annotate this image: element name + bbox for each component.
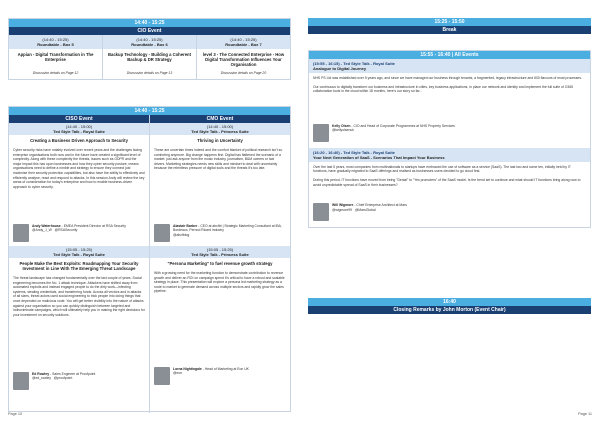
cmo-column: CMO Event (14:40 - 15:00) Ted Style Talk - Princess Suite Thriving in Uncertainty These are uncertain times indeed and the comfort blanket of political research isn't so comforting anymore. Big change happens first. Digital has flattened the scenario of a market: just ask anyone from the music industry, journalism, B&M owners or taxi drivers. Marketing strategies needs new skills and mindset to deal with uncertainty because the relentless pressure of digital tools and the threats it's too late. Alastair Barber - CEO at abcfbt | Strategic Marketing Consultant at IBA, Bordeaux, Pernod Ricard industry @abcfblog (15:05 - 15:25) Ted Style Talk - Princess Suite "Persona Marketing" to fuel revenue growth strategy With a growing need for the marketing function to demonstrate contribution to revenue growth and deliver an ROI on campaign spend it's critical to have a robust and scalable strategy in place. This presentation will explore a persona led marketing strategy as a route to market to generate demand across multiple sectors and rapidly grow the sales pipeline. Lorna Nightingale - Head of Marketing at Eon UK @eon bbox=[150, 115, 290, 413]
talk2-body1: Over the last 5 years, most companies from multinationals to startups have embraced the use of software as a service (SaaS). The last two and some ten, initially held by IT functions, have gradually migrated to SaaS offerings and realised as businesses users decided to go cloud first. bbox=[313, 164, 571, 174]
ciso-talk2-body: The threat landscape has changed fundamentally over the last couple of years. Social engineering becomes the No. 1 attack technique. Attackers have shifted away from automated exploits and instead engaged people to do the dirty work—infecting systems, stealing credentials, and transferring funds. Across all vectors and in attacks of all sizes, threat actors used social engineering to trick people into doing things that once depended on malicious code. You will get better visibility into the nature of attacks against your organisation so you can quickly distinguish between targeted and indiscriminate campaigns, which will ultimately help you in making the right decisions for your investment on security solutions. bbox=[13, 276, 145, 317]
block2-time: 14:40 - 15:25 bbox=[9, 107, 290, 115]
cmo-talk1-body: These are uncertain times indeed and the comfort blanket of political research isn't so comforting anymore. Big change happens first. Digital has flattened the scenario of a market: just ask anyone from the music industry, journalism, B&M owners or taxi drivers. Marketing strategies needs new skills and mindset to deal with uncertainty because the relentless pressure of digital tools and the threats it's too late. bbox=[154, 148, 283, 171]
roundtable-2: (14:40 - 15:25) Roundtable - Box 6 Backup Technology - Building a Coherent Backup & DR Strategy Discussion details on Page 13 bbox=[103, 35, 197, 79]
closing-time: 16:40 bbox=[308, 298, 591, 306]
block1-time: 14:40 - 15:25 bbox=[9, 19, 290, 27]
roundtable-3-disc: Discussion details on Page 20 bbox=[220, 71, 267, 75]
speaker-alastair: Alastair Barber - CEO at abcfbt | Strategic Marketing Consultant at IBA, Bordeaux, Pernod Ricard industry @abcfblog bbox=[150, 222, 290, 246]
avatar bbox=[13, 372, 29, 390]
talk1-title: Analogue to Digital Journey bbox=[313, 66, 367, 71]
break-time: 15:25 - 15:50 bbox=[308, 18, 591, 26]
talk1-body1: NHS PS Ltd was established over 5 years ago, and since we have managed our business through tenants, a fragmented, legacy infrastructure and 600 flavours of most processes. bbox=[313, 76, 582, 80]
right-page bbox=[300, 0, 600, 424]
speaker-andy: Andy Waterhouse - EMEA President Director at RSA Security @Andy_J_W @RSASecurity bbox=[9, 222, 149, 246]
cmo-talk2-title: "Persona Marketing" to fuel revenue growth strategy bbox=[167, 261, 273, 266]
closing-label: Closing Remarks by John Morton (Event Chair) bbox=[308, 306, 591, 314]
talk1-time: (15:55 - 16:15) - Ted Style Talk - Royal Suite bbox=[313, 61, 395, 66]
cio-block bbox=[8, 18, 291, 80]
cmo-talk2-body: With a growing need for the marketing function to demonstrate contribution to revenue growth and deliver an ROI on campaign spend it's critical to have a robust and scalable strategy in place. This presentation will explore a persona led marketing strategy as a route to market to generate demand across multiple sectors and rapidly grow the sales pipeline. bbox=[154, 271, 285, 294]
roundtable-1-disc: Discussion details on Page 12 bbox=[32, 71, 79, 75]
block1-event: CIO Event bbox=[9, 27, 290, 35]
roundtable-3-title: level 3 - The Connected Enterprise - How Digital Transformation Influences Your Organisation bbox=[202, 52, 285, 67]
ciso-talk1-body: Cyber security risks have notably evolved over recent years and the challenges facing enterprise organisations both now and in the future have created a significant level of complexity. Along with these complexity the threats, issues such as GDPR and the major impact this has upon businesses and how they cyber security posture, means organisations need to define a nimble and strategy to ensure they connect just maximise their security protection capabilities, but also have the ability to effectively and efficiently analyse, react and respond to attacks. In this session Andy will review the key areas of consideration for today's enterprise and how to enable business-driven approach to cyber security. bbox=[13, 148, 145, 189]
roundtable-1-title: Appian - Digital Transformation in The Enterprise bbox=[17, 52, 94, 62]
break-label: Break bbox=[308, 26, 591, 34]
talk1-body2: Our continuous to digitally transform our business and infrastructure in cities, key business applications, in place our network and identity and implement the full suite of O365 collaboration tools in the cloud within 18 months, here's our story so far... bbox=[313, 84, 574, 94]
speaker-kelly: Kelly Olsen - CIO and Head of Corporate Programmes at NHS Property Services @kellyolsenuk bbox=[309, 94, 590, 148]
avatar bbox=[154, 367, 170, 385]
roundtable-row bbox=[9, 35, 290, 79]
roundtable-2-disc: Discussion details on Page 13 bbox=[126, 71, 173, 75]
closing-block bbox=[308, 298, 591, 314]
roundtable-3: (14:40 - 15:25) Roundtable - Box 7 level 3 - The Connected Enterprise - How Digital Transformation Influences Your Organisation Discussion details on Page 20 bbox=[197, 35, 290, 79]
cmo-talk1-title: Thriving in Uncertainty bbox=[197, 138, 243, 143]
talk2-title: Your Next Generation of SaaS - Scenarios That Impact Your Business bbox=[313, 154, 445, 160]
page-number-left: Page 10 bbox=[8, 412, 23, 416]
roundtable-2-title: Backup Technology - Building a Coherent Backup & DR Strategy bbox=[108, 52, 191, 62]
all-events-time: 15:55 - 16:40 | All Events bbox=[309, 51, 590, 59]
all-events-block bbox=[308, 50, 591, 228]
roundtable-1: (14:40 - 15:25) Roundtable - Box 5 Appian - Digital Transformation in The Enterprise Discussion details on Page 12 bbox=[9, 35, 103, 79]
ciso-talk1-title: Creating a Business Driven Approach to Security bbox=[30, 138, 128, 143]
talk2-body2: During this period, IT functions have moved from being "Denial" to "Yes promoters" of the SaaS model. Is the trend set to continue and what should IT functions bring along now to avoid unpredictable spread of SaaS in their businesses? bbox=[313, 177, 581, 187]
ciso-column: CISO Event (14:40 - 15:00) Ted Style Talk - Royal Suite Creating a Business Driven Approach to Security Cyber security risks have notably evolved over recent years and the challenges facing enterprise organisations both now and in the future have created a significant level of complexity. Along with these complexity the threats, issues such as GDPR and the major impact this has upon businesses and how they cyber security posture, means organisations need to define a nimble and strategy to ensure they connect just maximise their security protection capabilities, but also have the ability to effectively and efficiently analyse, react and respond to attacks. In this session Andy will review the key areas of consideration for today's enterprise and how to enable business-driven approach to cyber security. Andy Waterhouse - EMEA President Director at RSA Security @Andy_J_W @RSASecurity (15:05 - 15:25) Ted Style Talk - Royal Suite People Make the Best Exploits: Roadmapping Your Security Investment in Line With The Emerging Threat Landscape The threat landscape has changed fundamentally over the last couple of years. Social engineering becomes the No. 1 attack technique. Attackers have shifted away from automated exploits and instead engaged people to do the dirty work—infecting systems, stealing credentials, and transferring funds. Across all vectors and in attacks of all sizes, threat actors used social engineering to trick people into doing things that once depended on malicious code. You will get better visibility into the nature of attacks against your organisation so you can quickly distinguish between targeted and indiscriminate campaigns, which will ultimately help you in making the right decisions for your investment on security solutions. Ed Rowley - Sales Engineer at Proofpoint @ed_rowley @proofpoint bbox=[9, 115, 150, 413]
talk2-time: (16:20 - 16:40) - Ted Style Talk - Royal Suite bbox=[313, 149, 395, 155]
ciso-cmo-block bbox=[8, 106, 291, 412]
page-number-right: Page 11 bbox=[578, 412, 592, 416]
avatar bbox=[154, 224, 170, 242]
speaker-lorna: Lorna Nightingale - Head of Marketing at Eon UK @eon bbox=[150, 365, 290, 387]
avatar bbox=[13, 224, 29, 242]
ciso-talk2-title: People Make the Best Exploits: Roadmapping Your Security Investment in Line With The Emerging Threat Landscape bbox=[19, 261, 139, 271]
speaker-ed: Ed Rowley - Sales Engineer at Proofpoint @ed_rowley @proofpoint bbox=[9, 370, 149, 392]
break-block bbox=[308, 18, 591, 34]
speaker-will: Will Wigmore - Chief Enterprise Architect at Mars @wigmore99 @MarsGlobal bbox=[309, 187, 590, 227]
avatar bbox=[313, 124, 329, 142]
avatar bbox=[313, 203, 329, 221]
